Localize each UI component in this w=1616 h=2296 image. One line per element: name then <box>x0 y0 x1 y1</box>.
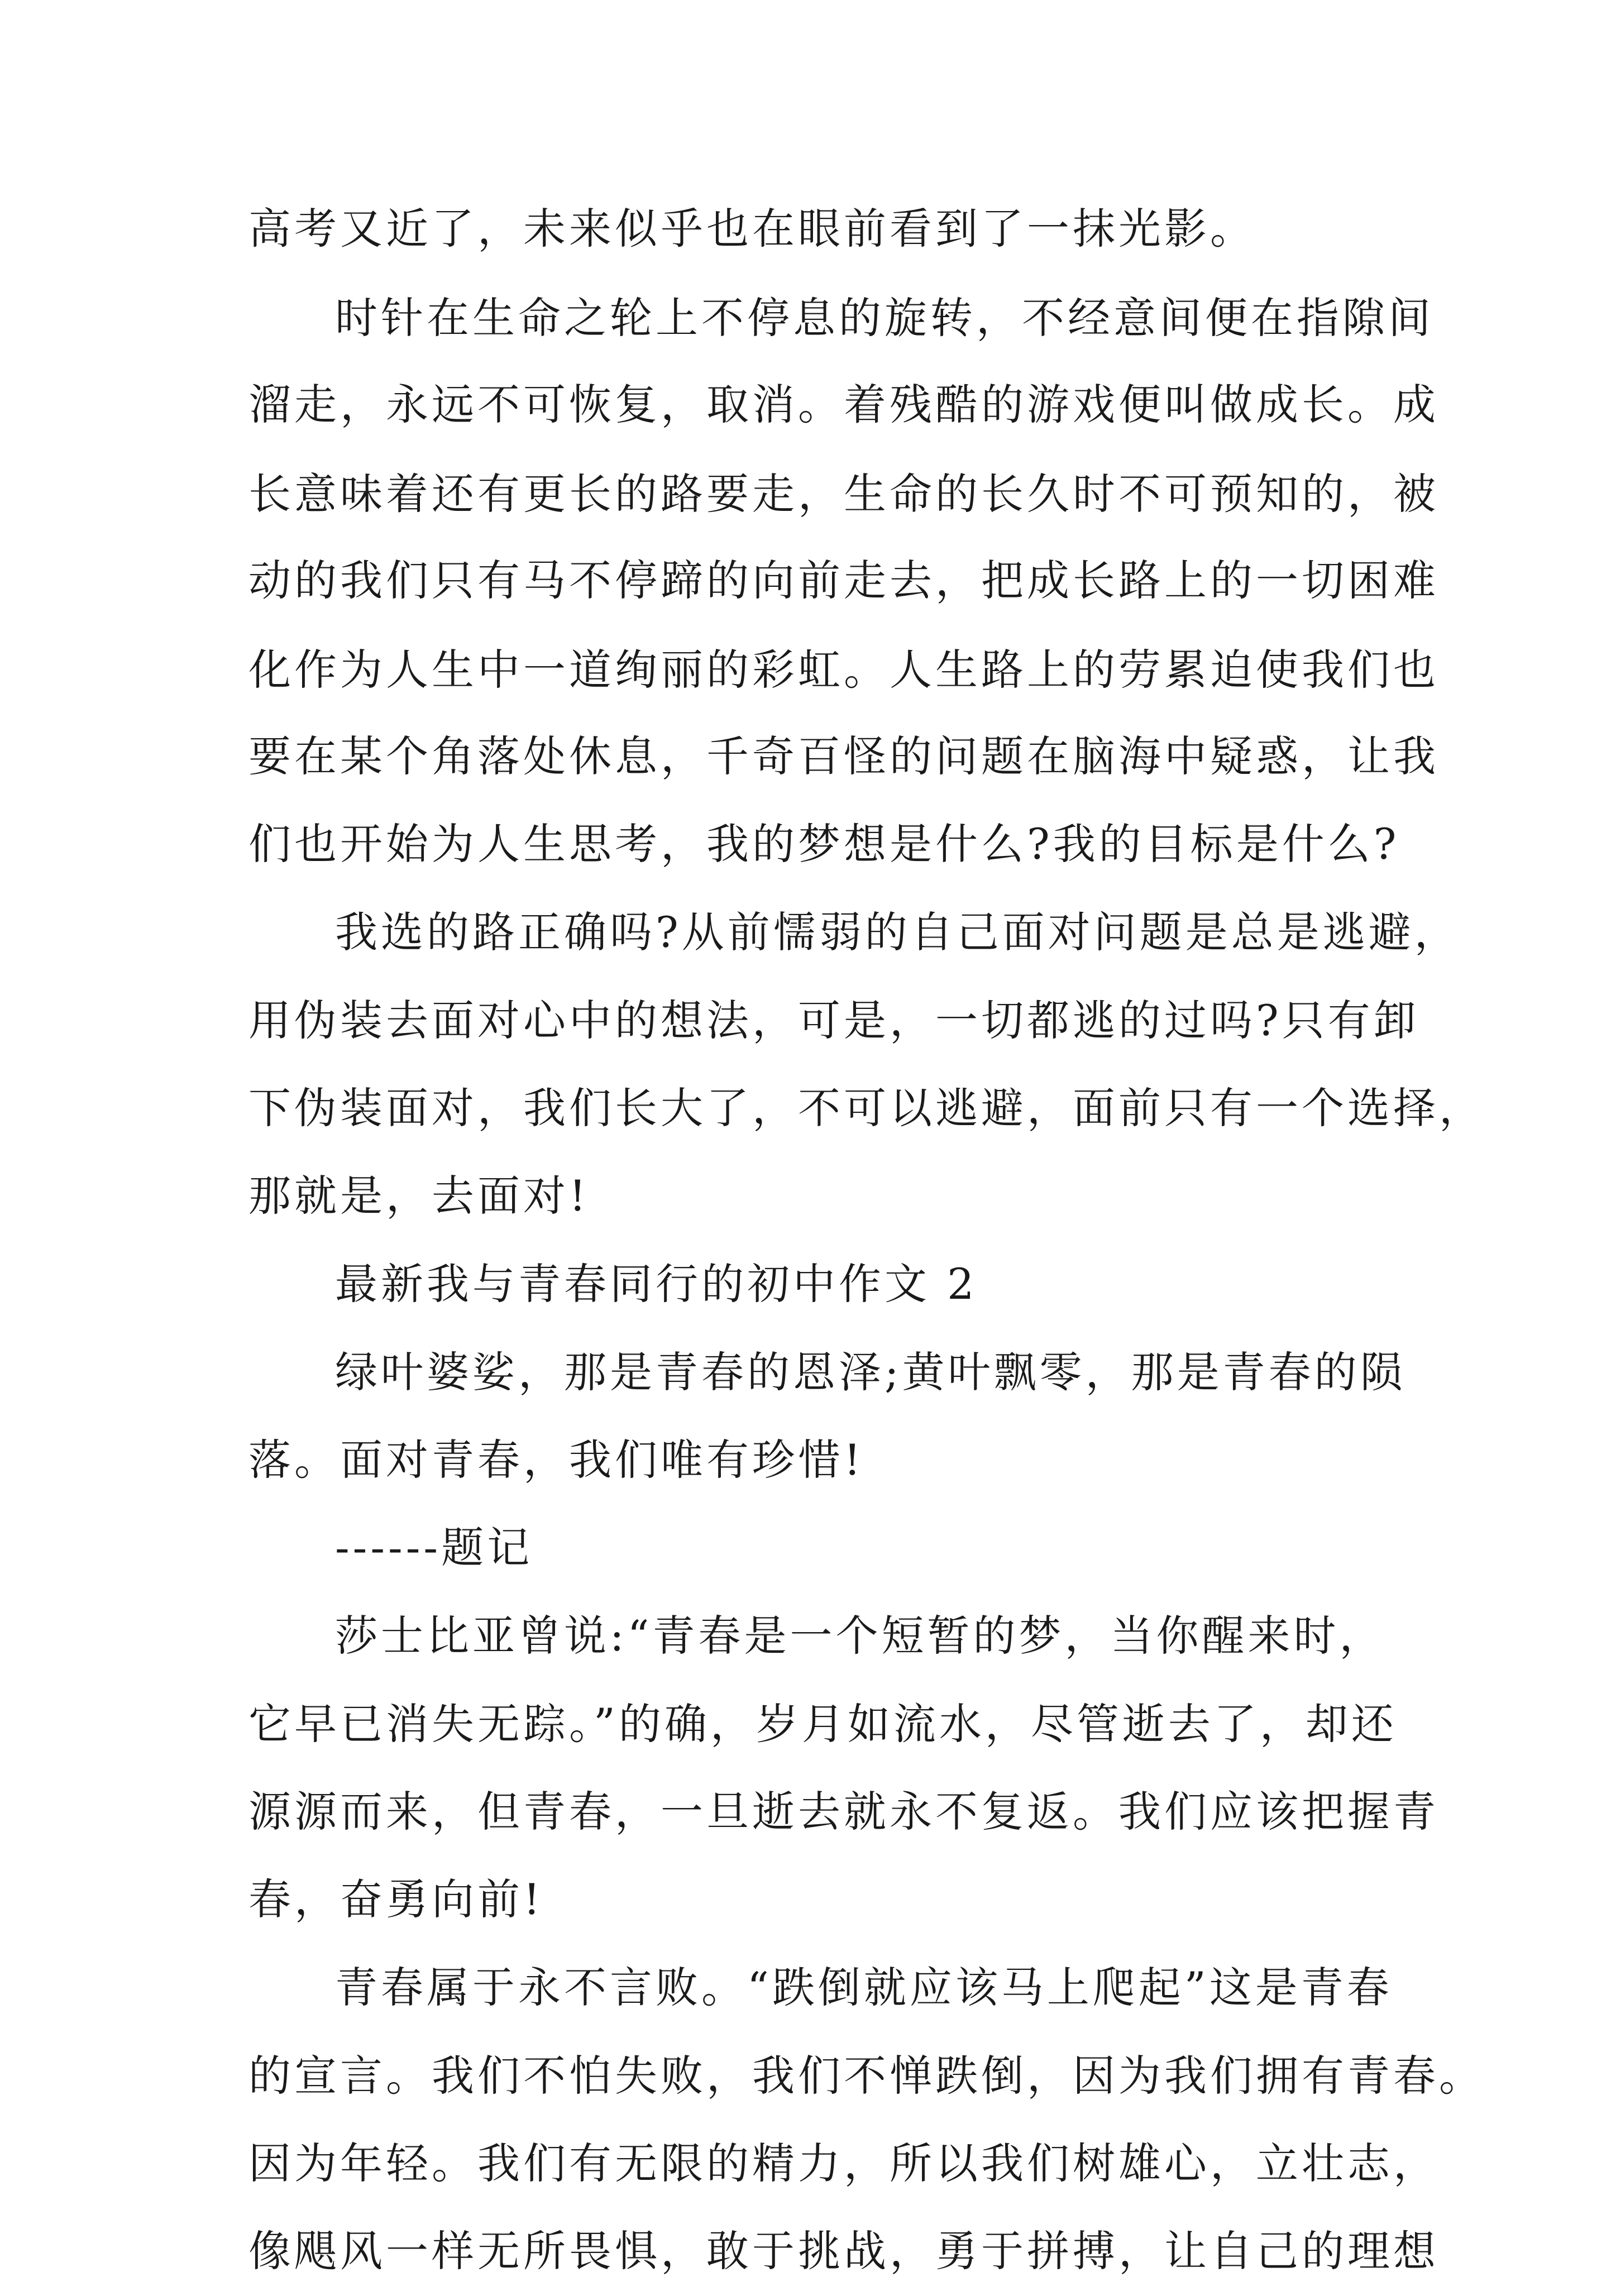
text-line: 像飓风一样无所畏惧，敢于挑战，勇于拼搏，让自己的理想 <box>248 2226 1439 2276</box>
text-line: 时针在生命之轮上不停息的旋转，不经意间便在指隙间 <box>335 293 1434 343</box>
text-line: 因为年轻。我们有无限的精力，所以我们树雄心，立壮志， <box>248 2139 1439 2188</box>
text-line: 落。面对青春，我们唯有珍惜! <box>248 1435 864 1485</box>
section-heading: 最新我与青春同行的初中作文 2 <box>335 1259 978 1309</box>
text-line: 源源而来，但青春，一旦逝去就永不复返。我们应该把握青 <box>248 1787 1439 1836</box>
text-line: 要在某个角落处休息，千奇百怪的问题在脑海中疑惑，让我 <box>248 731 1439 781</box>
text-line: 长意味着还有更长的路要走，生命的长久时不可预知的，被 <box>248 469 1439 519</box>
text-line: 青春属于永不言败。“跌倒就应该马上爬起”这是青春 <box>335 1963 1393 2012</box>
text-line: 绿叶婆娑，那是青春的恩泽;黄叶飘零，那是青春的陨 <box>335 1347 1406 1397</box>
text-line: 的宣言。我们不怕失败，我们不惮跌倒，因为我们拥有青春。 <box>248 2051 1485 2101</box>
text-line: 们也开始为人生思考，我的梦想是什么?我的目标是什么? <box>248 819 1400 869</box>
text-line: 化作为人生中一道绚丽的彩虹。人生路上的劳累迫使我们也 <box>248 645 1439 695</box>
text-line: 那就是，去面对! <box>248 1171 590 1221</box>
epigraph-label: ------题记 <box>335 1523 533 1572</box>
text-line: 它早已消失无踪。”的确，岁月如流水，尽管逝去了，却还 <box>248 1699 1397 1749</box>
text-line: 用伪装去面对心中的想法，可是，一切都逃的过吗?只有卸 <box>248 996 1419 1045</box>
text-line: 动的我们只有马不停蹄的向前走去，把成长路上的一切困难 <box>248 556 1439 605</box>
text-line: 春，奋勇向前! <box>248 1874 544 1924</box>
text-line: 我选的路正确吗?从前懦弱的自己面对问题是总是逃避， <box>335 907 1460 957</box>
text-line: 下伪装面对，我们长大了，不可以逃避，面前只有一个选择， <box>248 1083 1485 1133</box>
text-line: 高考又近了，未来似乎也在眼前看到了一抹光影。 <box>248 204 1256 253</box>
text-line: 溜走，永远不可恢复，取消。着残酷的游戏便叫做成长。成 <box>248 380 1439 429</box>
text-line: 莎士比亚曾说:“青春是一个短暂的梦，当你醒来时， <box>335 1611 1385 1661</box>
